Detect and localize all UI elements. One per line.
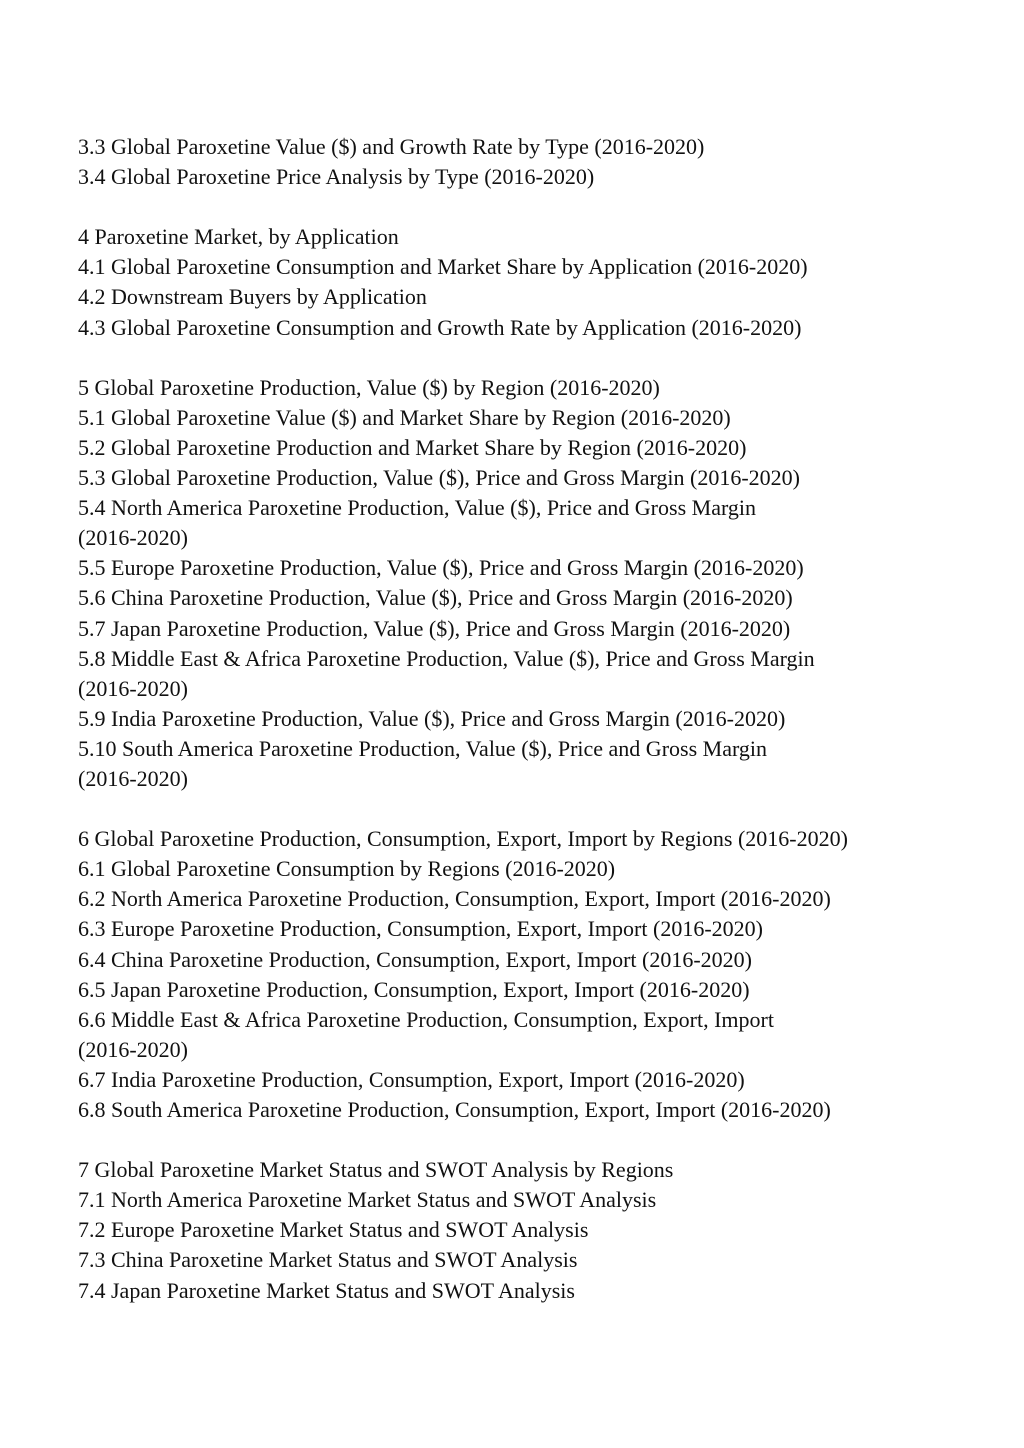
toc-entry: 6.2 North America Paroxetine Production, Consumption, Export, Import (2016-2020) (78, 886, 831, 912)
table-of-contents (78, 132, 958, 1336)
toc-section (78, 373, 958, 794)
toc-entry: 5.5 Europe Paroxetine Production, Value ($), Price and Gross Margin (2016-2020) (78, 555, 804, 581)
toc-entry: 5 Global Paroxetine Production, Value ($) by Region (2016-2020) (78, 374, 660, 400)
toc-entry: 6.4 China Paroxetine Production, Consumption, Export, Import (2016-2020) (78, 946, 752, 972)
toc-entry: 5.3 Global Paroxetine Production, Value ($), Price and Gross Margin (2016-2020) (78, 465, 801, 491)
toc-entry: 5.1 Global Paroxetine Value ($) and Market Share by Region (2016-2020) (78, 404, 731, 430)
toc-entry: 5.9 India Paroxetine Production, Value ($), Price and Gross Margin (2016-2020) (78, 705, 786, 731)
toc-entry: 5.4 North America Paroxetine Production, Value ($), Price and Gross Margin (78, 495, 756, 521)
toc-entry: 7.2 Europe Paroxetine Market Status and SWOT Analysis (78, 1217, 589, 1243)
toc-entry: (2016-2020) (78, 675, 188, 701)
toc-entry: 7 Global Paroxetine Market Status and SWOT Analysis by Regions (78, 1157, 674, 1183)
toc-section (78, 132, 958, 192)
toc-entry: 4.1 Global Paroxetine Consumption and Market Share by Application (2016-2020) (78, 254, 808, 280)
toc-entry: 6 Global Paroxetine Production, Consumption, Export, Import by Regions (2016-2020) (78, 826, 848, 852)
toc-entry: 4.2 Downstream Buyers by Application (78, 284, 427, 310)
toc-entry: 6.7 India Paroxetine Production, Consumption, Export, Import (2016-2020) (78, 1066, 745, 1092)
toc-entry: 5.6 China Paroxetine Production, Value ($), Price and Gross Margin (2016-2020) (78, 585, 793, 611)
toc-entry: 6.8 South America Paroxetine Production, Consumption, Export, Import (2016-2020) (78, 1097, 831, 1122)
toc-entry: 5.8 Middle East & Africa Paroxetine Production, Value ($), Price and Gross Margin (78, 645, 815, 671)
toc-entry: 3.4 Global Paroxetine Price Analysis by Type (2016-2020) (78, 164, 595, 190)
toc-section (78, 824, 958, 1125)
toc-entry: 7.3 China Paroxetine Market Status and SWOT Analysis (78, 1247, 578, 1273)
toc-entry: 6.6 Middle East & Africa Paroxetine Production, Consumption, Export, Import (78, 1006, 774, 1032)
toc-entry: 4.3 Global Paroxetine Consumption and Growth Rate by Application (2016-2020) (78, 314, 802, 340)
toc-entry: 6.5 Japan Paroxetine Production, Consumption, Export, Import (2016-2020) (78, 976, 750, 1002)
toc-entry: 7.4 Japan Paroxetine Market Status and SWOT Analysis (78, 1277, 575, 1303)
toc-section (78, 1155, 958, 1305)
toc-entry: 6.3 Europe Paroxetine Production, Consumption, Export, Import (2016-2020) (78, 916, 763, 942)
toc-entry: 4 Paroxetine Market, by Application (78, 224, 399, 250)
toc-entry: 7.1 North America Paroxetine Market Status and SWOT Analysis (78, 1187, 657, 1213)
toc-entry: 3.3 Global Paroxetine Value ($) and Growth Rate by Type (2016-2020) (78, 134, 705, 159)
toc-entry: 5.2 Global Paroxetine Production and Market Share by Region (2016-2020) (78, 434, 747, 460)
toc-section (78, 222, 958, 342)
toc-entry: (2016-2020) (78, 1036, 188, 1062)
toc-entry: 5.10 South America Paroxetine Production, Value ($), Price and Gross Margin (78, 735, 768, 761)
toc-entry: (2016-2020) (78, 525, 188, 551)
toc-entry: (2016-2020) (78, 765, 188, 791)
toc-entry: 6.1 Global Paroxetine Consumption by Regions (2016-2020) (78, 856, 616, 882)
toc-entry: 5.7 Japan Paroxetine Production, Value ($), Price and Gross Margin (2016-2020) (78, 615, 791, 641)
